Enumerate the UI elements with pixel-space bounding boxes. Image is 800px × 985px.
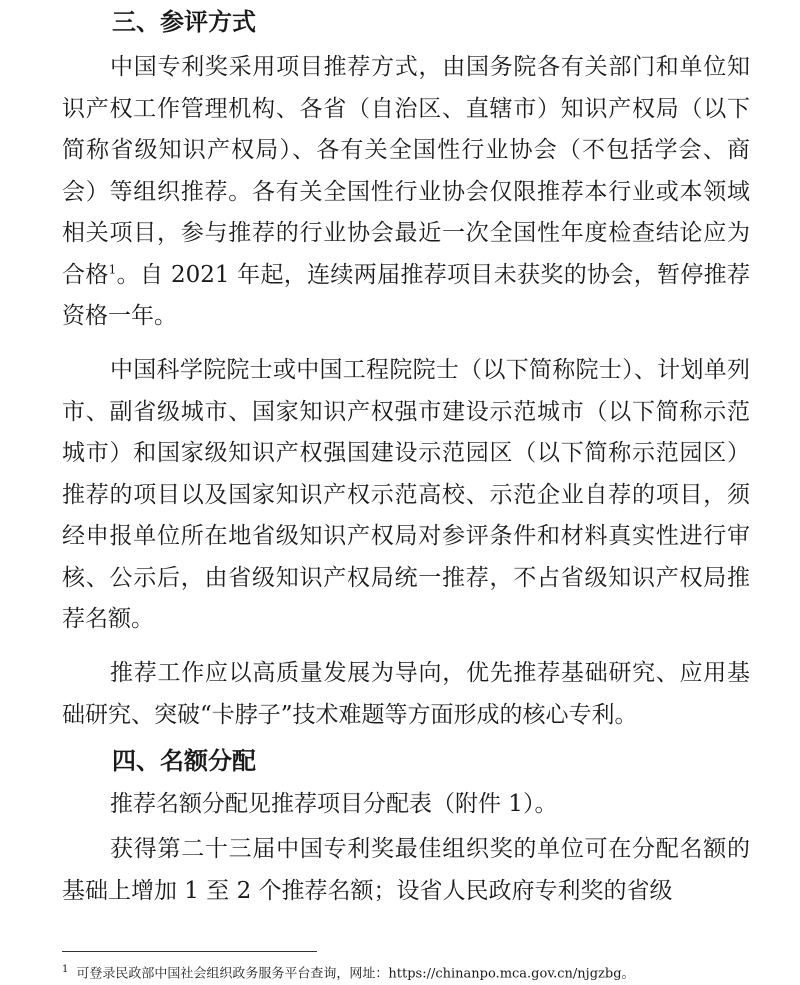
paragraph-quota-table: 推荐名额分配见推荐项目分配表（附件 1）。 — [110, 791, 558, 817]
paragraph-academician-nomination: 中国科学院院士或中国工程院院士（以下简称院士）、计划单列市、副省级城市、国家知识产权强市建设示范城市（以下简称示范城市）和国家级知识产权强国建设示范园区（以下简称示范园区）推荐的项目以及国家知识产权示范高校、示范企业自荐的项目，须经申报单位所在地省级知识产权局对参评条件和材料真实性进行审核、公示后，由省级知识产权局统一推荐，不占省级知识产权局推荐名额。 — [62, 357, 750, 632]
section-heading-4: 四、名额分配 — [112, 747, 256, 775]
section-heading-3: 三、参评方式 — [112, 8, 256, 36]
paragraph-quota-bonus: 获得第二十三届中国专利奖最佳组织奖的单位可在分配名额的基础上增加 1 至 2 个推荐名额；设省人民政府专利奖的省级 — [62, 836, 750, 904]
paragraph-text: 中国专利奖采用项目推荐方式，由国务院各有关部门和单位知识产权工作管理机构、各省（自治区、直辖市）知识产权局（以下简称省级知识产权局）、各有关全国性行业协会（不包括学会、商会）等组织推荐。各有关全国性行业协会仅限推荐本行业或本领域相关项目，参与推荐的行业协会最近一次全国性年度检查结论应为合格 — [62, 54, 750, 288]
footnote — [62, 960, 635, 984]
paragraph-text-continued: 。自 2021 年起，连续两届推荐项目未获奖的协会，暂停推荐资格一年。 — [62, 261, 751, 329]
footnote-number: 1 — [62, 964, 69, 975]
footnote-text: 可登录民政部中国社会组织政务服务平台查询，网址：https://chinanpo.mca.gov.cn/njgzbg。 — [76, 966, 635, 982]
paragraph-nomination-guidance: 推荐工作应以高质量发展为导向，优先推荐基础研究、应用基础研究、突破“卡脖子”技术难题等方面形成的核心专利。 — [62, 660, 750, 728]
footnote-separator — [62, 951, 317, 952]
paragraph-nomination-method — [62, 47, 750, 338]
footnote-reference: 1 — [108, 261, 117, 276]
